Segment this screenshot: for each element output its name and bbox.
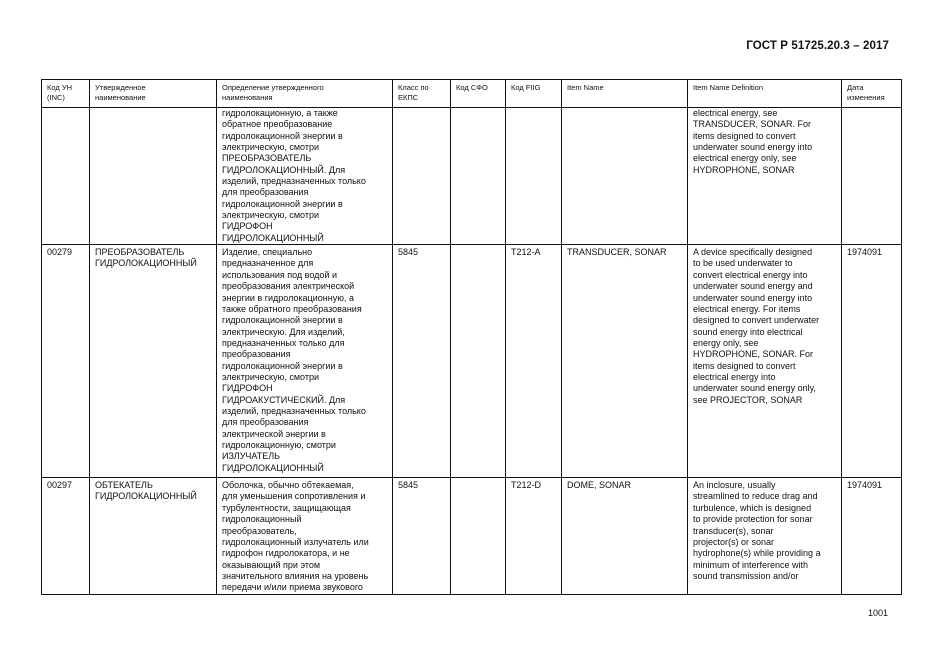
cell-item-name: TRANSDUCER, SONAR — [562, 245, 688, 478]
cell-inc: 00279 — [42, 245, 90, 478]
cell-fiig-code: T212-A — [506, 245, 562, 478]
cell-approved-name: ПРЕОБРАЗОВАТЕЛЬ ГИДРОЛОКАЦИОННЫЙ — [90, 245, 217, 478]
table-row — [42, 245, 902, 478]
column-header-change-date: Дата изменения — [842, 80, 902, 108]
table-row — [42, 108, 902, 245]
cell-item-name-definition: An inclosure, usually streamlined to reduce drag and turbulence, which is designed to provide protection for sonar transducer(s), sonar projector(s) or sonar hydrophone(s) while providing a minimum of interference with sound transmission and/or — [688, 478, 842, 594]
column-header-item-name-definition: Item Name Definition — [688, 80, 842, 108]
cell-inc: 00297 — [42, 478, 90, 594]
cell-approved-name — [90, 108, 217, 245]
column-header-inc: Код УН (INC) — [42, 80, 90, 108]
cell-fiig-code: T212-D — [506, 478, 562, 594]
cell-ekps-class — [393, 108, 451, 245]
page-number: 1001 — [867, 608, 888, 618]
cell-item-name-definition: electrical energy, see TRANSDUCER, SONAR. For items designed to convert underwater sound energy into electrical energy only, see HYDROPHONE, SONAR — [688, 108, 842, 245]
cell-item-name: DOME, SONAR — [562, 478, 688, 594]
cell-change-date: 1974091 — [842, 245, 902, 478]
cell-ekps-class: 5845 — [393, 245, 451, 478]
cell-definition: гидролокационную, а также обратное преобразование гидролокационной энергии в электрическую, смотри ПРЕОБРАЗОВАТЕЛЬ ГИДРОЛОКАЦИОННЫЙ. Для изделий, предназначенных только для преобразования гидролокационной энергии в электрическую, смотри ГИДРОФОН ГИДРОЛОКАЦИОННЫЙ — [217, 108, 393, 245]
column-header-definition: Определение утвержденного наименования — [217, 80, 393, 108]
column-header-ekps-class: Класс по ЕКПС — [393, 80, 451, 108]
cell-ekps-class: 5845 — [393, 478, 451, 594]
cell-fiig-code — [506, 108, 562, 245]
cell-change-date — [842, 108, 902, 245]
cell-item-name-definition: A device specifically designed to be used underwater to convert electrical energy into underwater sound energy and underwater sound energy into electrical energy. For items designed to convert underwater sound energy into electrical energy only, see HYDROPHONE, SONAR. For items designed to convert electrical energy into underwater sound energy only, see PROJECTOR, SONAR — [688, 245, 842, 478]
cell-item-name — [562, 108, 688, 245]
table-header-row — [42, 80, 902, 108]
cell-sfo-code — [451, 245, 506, 478]
cell-sfo-code — [451, 108, 506, 245]
column-header-fiig-code: Код FIIG — [506, 80, 562, 108]
cell-definition: Изделие, специально предназначенное для использования под водой и преобразования электрической энергии в гидролокационную, а также обратного преобразования гидролокационной энергии в электрическую. Для изделий, предназначенных только для преобразования гидролокационной энергии в электрическую, смотри ГИДРОФОН ГИДРОАКУСТИЧЕСКИЙ. Для изделий, предназначенных только для преобразования электрической энергии в гидролокационную, смотри ИЗЛУЧАТЕЛЬ ГИДРОЛОКАЦИОННЫЙ — [217, 245, 393, 478]
cell-inc — [42, 108, 90, 245]
cell-definition: Оболочка, обычно обтекаемая, для уменьшения сопротивления и турбулентности, защищающая гидролокационный преобразователь, гидролокационный излучатель или гидрофон гидролокатора, и не оказывающий при этом значительного влияния на уровень передачи и/или приема звукового — [217, 478, 393, 594]
cell-sfo-code — [451, 478, 506, 594]
cell-approved-name: ОБТЕКАТЕЛЬ ГИДРОЛОКАЦИОННЫЙ — [90, 478, 217, 594]
catalog-table — [41, 79, 902, 595]
column-header-sfo-code: Код СФО — [451, 80, 506, 108]
column-header-approved-name: Утвержденное наименование — [90, 80, 217, 108]
table-row — [42, 478, 902, 594]
document-standard-header: ГОСТ Р 51725.20.3 – 2017 — [746, 40, 889, 52]
column-header-item-name: Item Name — [562, 80, 688, 108]
cell-change-date: 1974091 — [842, 478, 902, 594]
